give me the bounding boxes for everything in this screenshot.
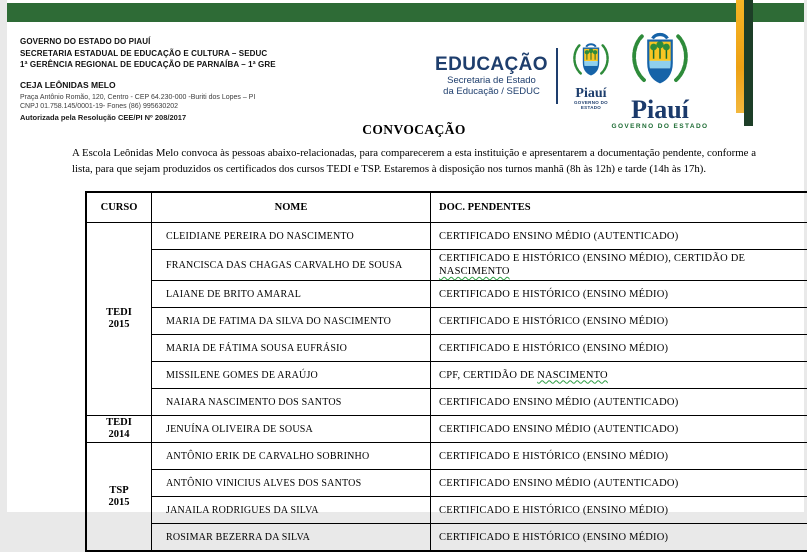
course-year: 2014 (88, 429, 150, 441)
authorization-line: Autorizada pela Resolução CEE/PI Nº 208/2017 (20, 113, 420, 122)
course-label: TSP (88, 485, 150, 497)
pending-docs: CERTIFICADO ENSINO MÉDIO (AUTENTICADO) (431, 416, 807, 443)
student-name: ANTÔNIO VINICIUS ALVES DOS SANTOS (152, 470, 431, 497)
letterhead-government-line: GOVERNO DO ESTADO DO PIAUÍ (20, 36, 420, 48)
column-header-doc-pendentes: DOC. PENDENTES (431, 192, 807, 223)
state-logo-name: Piauí (608, 98, 712, 121)
seduc-logo-text (435, 55, 548, 97)
student-name: MISSILENE GOMES DE ARAÚJO (152, 362, 431, 389)
table-row (86, 497, 807, 524)
pending-docs: CERTIFICADO E HISTÓRICO (ENSINO MÉDIO) (431, 524, 807, 552)
pending-docs: CPF, CERTIDÃO DE NASCIMENTO (431, 362, 807, 389)
course-cell (86, 223, 152, 416)
piaui-coat-of-arms-icon (569, 42, 613, 83)
student-name: ROSIMAR BEZERRA DA SILVA (152, 524, 431, 552)
table-header (86, 192, 807, 223)
table-row (86, 308, 807, 335)
course-year: 2015 (88, 497, 150, 509)
letterhead (20, 36, 420, 122)
seduc-crest-caption: GOVERNO DO ESTADO (565, 100, 617, 110)
school-cnpj-phone: CNPJ 01.758.145/0001-19- Fones (86) 995630202 (20, 102, 420, 112)
course-cell (86, 443, 152, 552)
piaui-coat-of-arms-icon (625, 31, 695, 95)
document-title: CONVOCAÇÃO (72, 122, 756, 138)
course-label: TEDI (88, 307, 150, 319)
document-page (7, 0, 804, 512)
state-logo-caption: GOVERNO DO ESTADO (608, 123, 712, 130)
spellcheck-underlined-word: NASCIMENTO (439, 266, 510, 277)
table-row (86, 443, 807, 470)
piaui-government-logo (608, 31, 712, 130)
seduc-logo-subtitle-2: da Educação / SEDUC (435, 86, 548, 97)
table-row (86, 416, 807, 443)
header-green-bar (7, 3, 804, 22)
intro-paragraph: A Escola Leônidas Melo convoca às pessoas abaixo-relacionadas, para comparecerem a esta instituição e apresentarem a documentação pendente, conforme a lista, para que sejam produzidos os certificados dos cursos TEDI e TSP. Estaremos à disposição nos turnos manhã (8h às 12h) e tarde (14h às 17h). (72, 146, 756, 177)
student-name: MARIA DE FÁTIMA SOUSA EUFRÁSIO (152, 335, 431, 362)
logo-divider (556, 48, 558, 104)
letterhead-regional-line: 1ª GERÊNCIA REGIONAL DE EDUCAÇÃO DE PARNAÍBA – 1ª GRE (20, 59, 420, 71)
table-row (86, 362, 807, 389)
seduc-crest-name: Piauí (565, 87, 617, 100)
table-row (86, 250, 807, 281)
pending-docs: CERTIFICADO E HISTÓRICO (ENSINO MÉDIO) (431, 497, 807, 524)
student-name: LAIANE DE BRITO AMARAL (152, 281, 431, 308)
student-name: ANTÔNIO ERIK DE CARVALHO SOBRINHO (152, 443, 431, 470)
student-name: JENUÍNA OLIVEIRA DE SOUSA (152, 416, 431, 443)
table-row (86, 223, 807, 250)
column-header-nome: NOME (152, 192, 431, 223)
student-name: FRANCISCA DAS CHAGAS CARVALHO DE SOUSA (152, 250, 431, 281)
school-name: CEJA LEÔNIDAS MELO (20, 80, 420, 91)
pending-docs: CERTIFICADO ENSINO MÉDIO (AUTENTICADO) (431, 470, 807, 497)
convocation-table (85, 191, 807, 552)
student-name: CLEIDIANE PEREIRA DO NASCIMENTO (152, 223, 431, 250)
table-row (86, 470, 807, 497)
student-name: MARIA DE FATIMA DA SILVA DO NASCIMENTO (152, 308, 431, 335)
school-address: Praça Antônio Romão, 120, Centro - CEP 64.230-000 -Buriti dos Lopes – PI (20, 93, 420, 103)
table-row (86, 281, 807, 308)
pending-docs: CERTIFICADO E HISTÓRICO (ENSINO MÉDIO) (431, 443, 807, 470)
table-row (86, 524, 807, 552)
pending-docs: CERTIFICADO E HISTÓRICO (ENSINO MÉDIO) (431, 281, 807, 308)
course-cell (86, 416, 152, 443)
seduc-logo-title: EDUCAÇÃO (435, 55, 548, 75)
student-name: JANAILA RODRIGUES DA SILVA (152, 497, 431, 524)
letterhead-secretariat-line: SECRETARIA ESTADUAL DE EDUCAÇÃO E CULTURA – SEDUC (20, 48, 420, 60)
convocation-table-body (86, 223, 807, 552)
pending-docs: CERTIFICADO E HISTÓRICO (ENSINO MÉDIO) (431, 335, 807, 362)
pending-docs: CERTIFICADO ENSINO MÉDIO (AUTENTICADO) (431, 223, 807, 250)
accent-bar-dark-green (744, 0, 753, 126)
table-row (86, 335, 807, 362)
spellcheck-underlined-word: NASCIMENTO (537, 370, 608, 381)
course-year: 2015 (88, 319, 150, 331)
table-header-row (86, 192, 807, 223)
seduc-logo (435, 42, 617, 110)
seduc-logo-subtitle-1: Secretaria de Estado (435, 75, 548, 86)
course-label: TEDI (88, 417, 150, 429)
table-row (86, 389, 807, 416)
pending-docs: CERTIFICADO E HISTÓRICO (ENSINO MÉDIO) (431, 308, 807, 335)
pending-docs: CERTIFICADO E HISTÓRICO (ENSINO MÉDIO), CERTIDÃO DE NASCIMENTO (431, 250, 807, 281)
pending-docs: CERTIFICADO ENSINO MÉDIO (AUTENTICADO) (431, 389, 807, 416)
accent-bar-yellow (736, 0, 744, 113)
column-header-curso: CURSO (86, 192, 152, 223)
student-name: NAIARA NASCIMENTO DOS SANTOS (152, 389, 431, 416)
